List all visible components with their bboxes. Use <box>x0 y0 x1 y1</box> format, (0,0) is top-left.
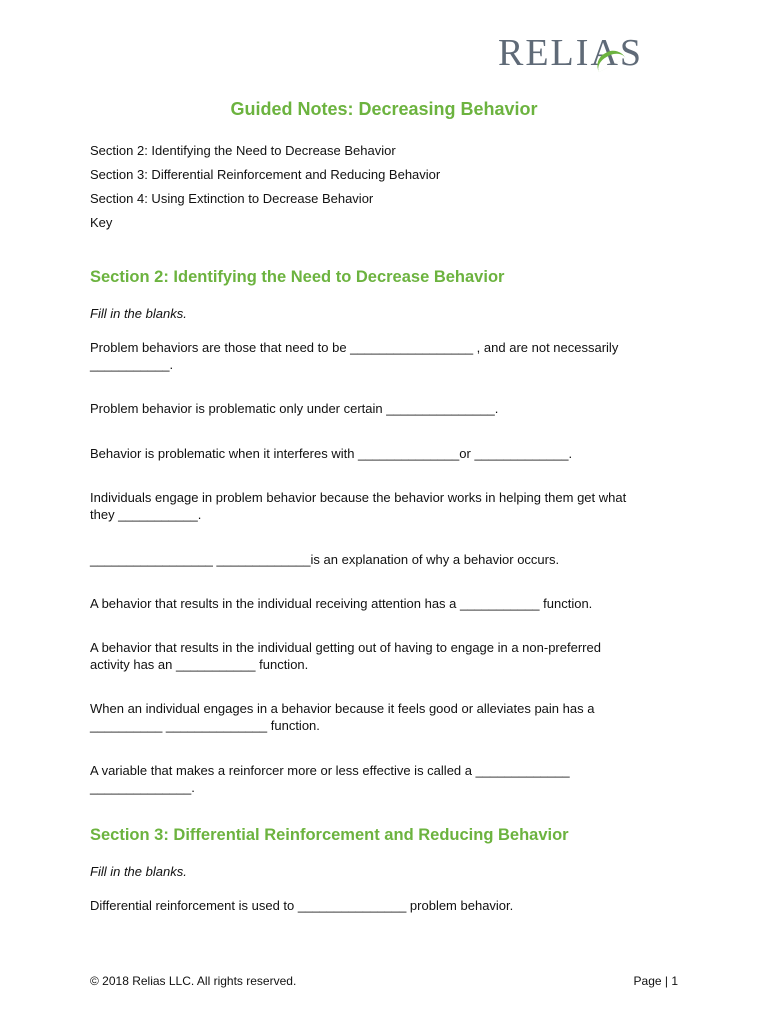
question-line: __________ ______________ function. <box>90 718 320 733</box>
relias-logo <box>498 30 643 76</box>
question-item <box>90 489 680 523</box>
question-line: A behavior that results in the individual getting out of having to engage in a non-preferred <box>90 640 601 655</box>
question-item <box>90 595 680 612</box>
question-item <box>90 339 680 373</box>
toc-item[interactable]: Section 4: Using Extinction to Decrease Behavior <box>90 191 374 206</box>
question-line: When an individual engages in a behavior because it feels good or alleviates pain has a <box>90 701 595 716</box>
section-2-heading: Section 2: Identifying the Need to Decrease Behavior <box>90 268 505 286</box>
section-3-heading: Section 3: Differential Reinforcement and Reducing Behavior <box>90 826 569 844</box>
logo-text-start: RELI <box>498 32 591 74</box>
question-line: ___________. <box>90 357 174 372</box>
footer-page-number: Page | 1 <box>633 974 678 988</box>
section-3-instruction: Fill in the blanks. <box>90 864 187 879</box>
question-line: Problem behavior is problematic only under certain _______________. <box>90 401 499 416</box>
question-item <box>90 762 680 796</box>
table-of-contents <box>90 139 440 235</box>
question-line: Differential reinforcement is used to _______________ problem behavior. <box>90 898 514 913</box>
footer-copyright: © 2018 Relias LLC. All rights reserved. <box>90 974 297 988</box>
question-item <box>90 897 680 914</box>
toc-item[interactable]: Key <box>90 215 113 230</box>
question-item <box>90 639 680 673</box>
question-line: they ___________. <box>90 507 202 522</box>
question-item <box>90 551 680 568</box>
question-item <box>90 700 680 734</box>
logo-a-mark <box>590 30 619 76</box>
logo-a-letter: A <box>590 32 620 74</box>
question-item <box>90 400 680 417</box>
logo-text-end: S <box>619 32 644 74</box>
question-line: A behavior that results in the individual receiving attention has a ___________ function. <box>90 596 593 611</box>
question-line: _________________ _____________is an explanation of why a behavior occurs. <box>90 552 560 567</box>
toc-item[interactable]: Section 3: Differential Reinforcement and Reducing Behavior <box>90 167 441 182</box>
question-line: Individuals engage in problem behavior because the behavior works in helping them get what <box>90 490 627 505</box>
toc-item[interactable]: Section 2: Identifying the Need to Decrease Behavior <box>90 143 396 158</box>
section-2-instruction: Fill in the blanks. <box>90 306 187 321</box>
question-line: activity has an ___________ function. <box>90 657 309 672</box>
document-title: Guided Notes: Decreasing Behavior <box>230 99 538 119</box>
question-line: Problem behaviors are those that need to be _________________ , and are not necessarily <box>90 340 619 355</box>
question-item <box>90 445 680 462</box>
question-line: A variable that makes a reinforcer more or less effective is called a _____________ <box>90 763 570 778</box>
question-line: ______________. <box>90 780 195 795</box>
question-line: Behavior is problematic when it interferes with ______________or _____________. <box>90 446 573 461</box>
